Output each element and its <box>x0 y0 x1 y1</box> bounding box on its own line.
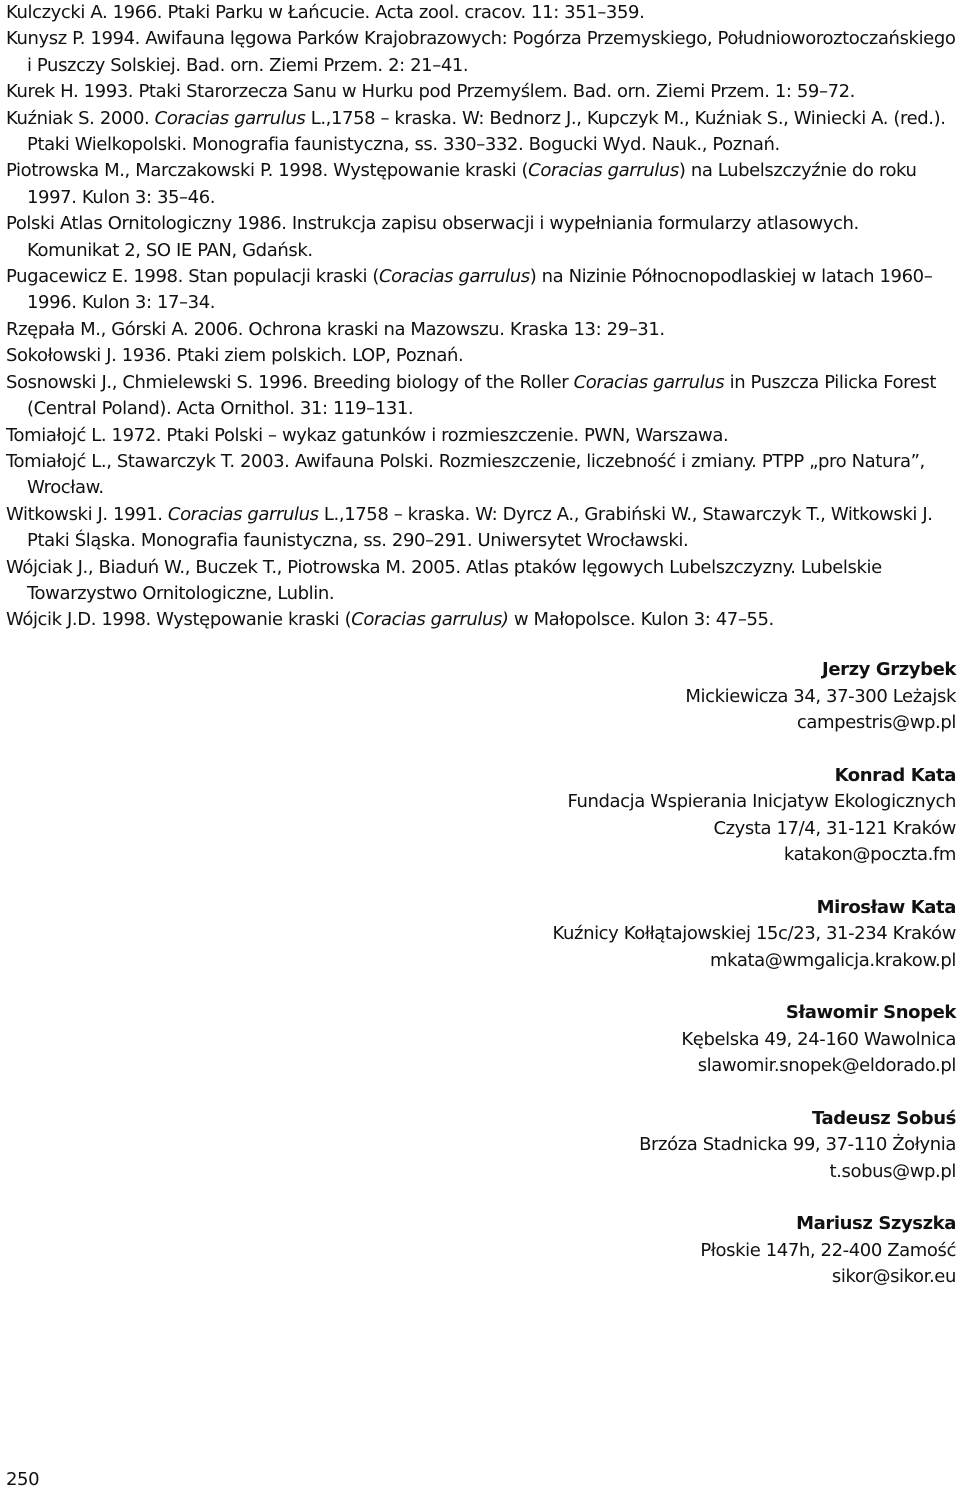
author-name: Mariusz Szyszka <box>796 1213 956 1234</box>
page-number: 250 <box>6 1469 40 1490</box>
reference-text: Kuźniak S. 2000. <box>6 107 155 129</box>
species-name-italic: Coracias garrulus <box>573 371 725 393</box>
author-email: sikor@sikor.eu <box>831 1266 956 1287</box>
author-email: campestris@wp.pl <box>796 712 956 733</box>
author-email: katakon@poczta.fm <box>783 844 956 865</box>
reference-text: Rzępała M., Górski A. 2006. Ochrona kraski na Mazowszu. Kraska 13: 29–31. <box>6 318 665 340</box>
author-address-line: Kuźnicy Kołłątajowskiej 15c/23, 31-234 Kraków <box>552 923 956 944</box>
reference-list <box>6 0 956 634</box>
author-name: Tadeusz Sobuś <box>811 1107 956 1129</box>
reference-text: Witkowski J. 1991. <box>6 503 168 525</box>
reference-text: ) na Lubelszczyźnie do roku 1997. Kulon 3: 35–46. <box>27 160 917 208</box>
author-name: Sławomir Snopek <box>785 1002 956 1023</box>
reference-entry <box>6 555 956 608</box>
author-address-block <box>356 1106 956 1186</box>
reference-text: Kurek H. 1993. Ptaki Starorzecza Sanu w Hurku pod Przemyślem. Bad. orn. Ziemi Przem. 1: 59–72. <box>6 81 856 103</box>
reference-entry <box>6 423 956 449</box>
reference-text: Kunysz P. 1994. Awifauna lęgowa Parków Krajobrazowych: Pogórza Przemyskiego, Południoworoztoczańskiego i Puszczy Solskiej. Bad. orn. Ziemi Przem. 2: 21–41. <box>6 28 956 76</box>
reference-text: Sokołowski J. 1936. Ptaki ziem polskich. LOP, Poznań. <box>6 345 464 367</box>
author-address-block <box>356 1000 956 1080</box>
reference-text: Tomiałojć L., Stawarczyk T. 2003. Awifauna Polski. Rozmieszczenie, liczebność i zmiany. PTPP „pro Natura”, Wrocław. <box>6 450 925 499</box>
author-address-line: Płoskie 147h, 22-400 Zamość <box>700 1239 956 1261</box>
author-email: t.sobus@wp.pl <box>829 1160 956 1182</box>
reference-entry <box>6 79 956 105</box>
reference-text: w Małopolsce. Kulon 3: 47–55. <box>508 609 774 631</box>
author-address-line: Czysta 17/4, 31-121 Kraków <box>713 817 956 839</box>
reference-entry <box>6 211 956 264</box>
reference-entry <box>6 343 956 369</box>
author-address-block <box>356 1211 956 1291</box>
reference-entry <box>6 158 956 211</box>
author-address-block <box>356 657 956 737</box>
reference-text: Wójcik J.D. 1998. Występowanie kraski ( <box>6 609 352 631</box>
reference-entry <box>6 0 956 26</box>
author-name: Mirosław Kata <box>816 896 956 918</box>
reference-entry <box>6 370 956 423</box>
reference-entry <box>6 26 956 79</box>
reference-entry <box>6 502 956 555</box>
reference-entry <box>6 317 956 343</box>
species-name-italic: Coracias garrulus <box>167 503 319 525</box>
species-name-italic: Coracias garrulus <box>154 107 306 129</box>
author-address-line: Brzóza Stadnicka 99, 37-110 Żołynia <box>639 1134 956 1155</box>
reference-text: Polski Atlas Ornitologiczny 1986. Instrukcja zapisu obserwacji i wypełniania formularzy atlasowych. Komunikat 2, SO IE PAN, Gdańsk. <box>6 213 859 261</box>
author-name: Konrad Kata <box>834 764 956 786</box>
reference-entry <box>6 607 956 633</box>
author-addresses <box>356 657 956 1317</box>
reference-text: Wójciak J., Biaduń W., Buczek T., Piotrowska M. 2005. Atlas ptaków lęgowych Lubelszczyzny. Lubelskie Towarzystwo Ornitologiczne, Lublin. <box>6 556 882 604</box>
reference-entry <box>6 449 956 502</box>
reference-text: ) na Nizinie Północnopodlaskiej w latach 1960–1996. Kulon 3: 17–34. <box>27 266 933 314</box>
species-name-italic: Coracias garrulus <box>379 266 530 288</box>
reference-text: Sosnowski J., Chmielewski S. 1996. Breeding biology of the Roller <box>6 371 574 393</box>
author-email: mkata@wmgalicja.krakow.pl <box>710 949 956 971</box>
reference-text: Pugacewicz E. 1998. Stan populacji kraski ( <box>6 266 379 288</box>
reference-text: L.,1758 – kraska. W: Dyrcz A., Grabiński W., Stawarczyk T., Witkowski J. Ptaki Śląska. Monografia faunistyczna, ss. 290–291. Uniwersytet Wrocławski. <box>27 503 933 552</box>
species-name-italic: Coracias garrulus) <box>351 609 509 631</box>
reference-entry <box>6 106 956 159</box>
author-address-line: Kębelska 49, 24-160 Wawolnica <box>681 1028 956 1050</box>
author-address-block <box>356 763 956 869</box>
species-name-italic: Coracias garrulus <box>528 160 679 182</box>
reference-text: Piotrowska M., Marczakowski P. 1998. Występowanie kraski ( <box>6 160 529 182</box>
author-address-line: Fundacja Wspierania Inicjatyw Ekologicznych <box>567 791 956 812</box>
reference-entry <box>6 264 956 317</box>
author-name: Jerzy Grzybek <box>822 659 956 680</box>
author-address-line: Mickiewicza 34, 37-300 Leżajsk <box>685 685 956 707</box>
reference-text: L.,1758 – kraska. W: Bednorz J., Kupczyk M., Kuźniak S., Winiecki A. (red.). Ptaki Wielkopolski. Monografia faunistyczna, ss. 330–332. Bogucki Wyd. Nauk., Poznań. <box>27 107 946 156</box>
author-address-block <box>356 895 956 975</box>
reference-text: in Puszcza Pilicka Forest (Central Poland). Acta Ornithol. 31: 119–131. <box>27 371 937 420</box>
reference-text: Kulczycki A. 1966. Ptaki Parku w Łańcucie. Acta zool. cracov. 11: 351–359. <box>6 2 645 23</box>
reference-text: Tomiałojć L. 1972. Ptaki Polski – wykaz gatunków i rozmieszczenie. PWN, Warszawa. <box>6 424 729 446</box>
author-email: slawomir.snopek@eldorado.pl <box>697 1055 956 1076</box>
